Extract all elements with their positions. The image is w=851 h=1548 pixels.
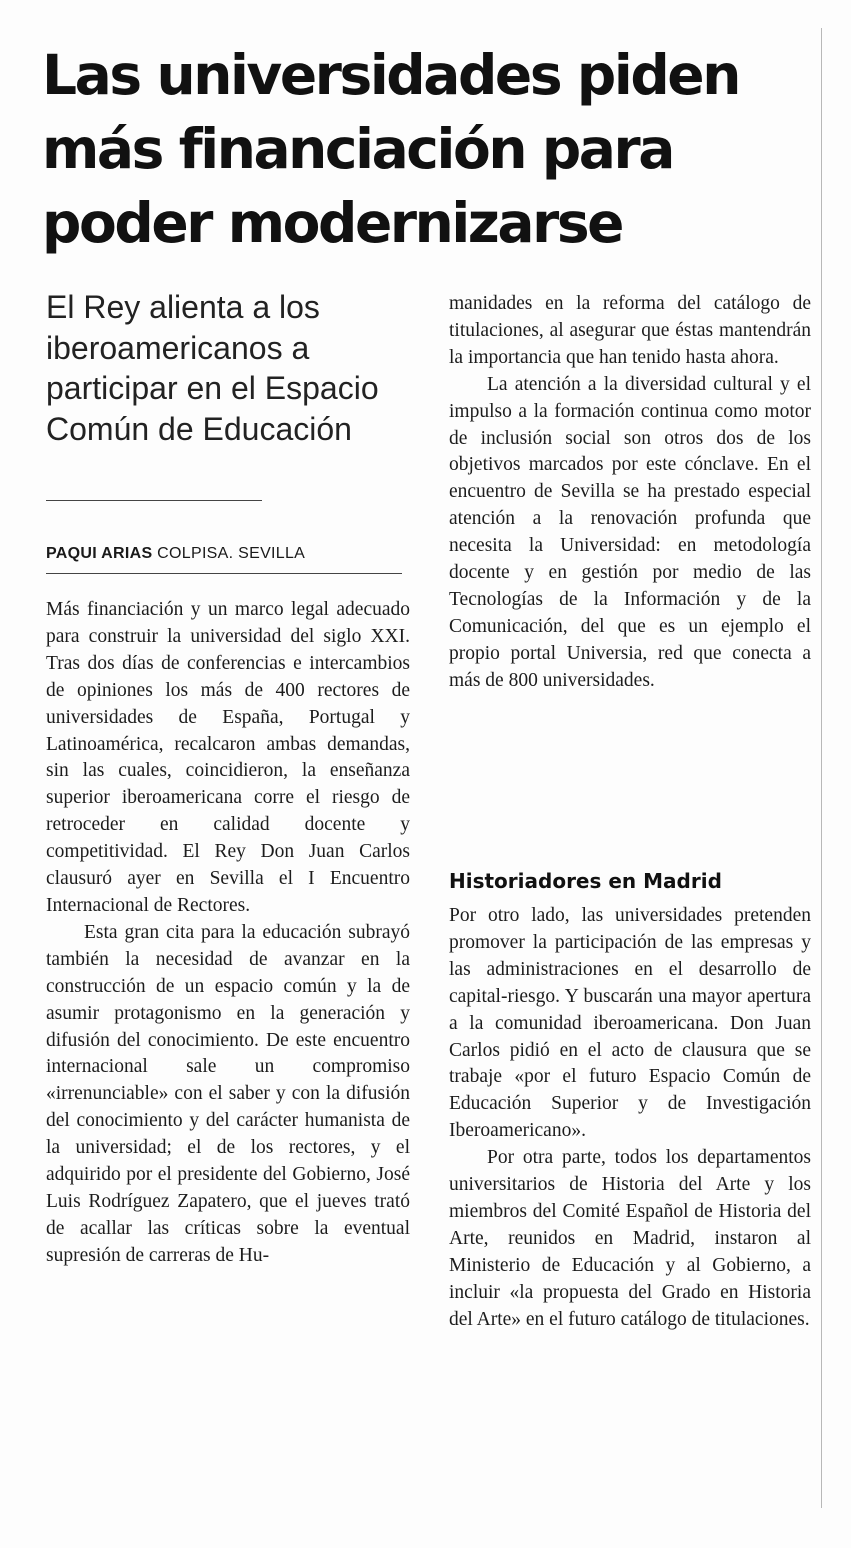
- column-rule: [821, 28, 822, 1508]
- paragraph: Esta gran cita para la educación subrayó también la necesidad de avanzar en la construcción de un espacio común y la de asumir protagonismo en la generación y difusión del conocimiento. De este encuentro internacional sale un compromiso «irrenunciable» con el saber y con la difusión del conocimiento y del carácter humanista de la universidad; el de los rectores, y el adquirido por el presidente del Gobierno, José Luis Rodríguez Zapatero, que el jueves trató de acallar las críticas sobre la eventual supresión de carreras de Hu-: [46, 921, 410, 1266]
- byline-author: PAQUI ARIAS: [46, 545, 153, 562]
- paragraph: Por otro lado, las universidades pretenden promover la participación de las empresas y las administraciones en el desarrollo de capital-riesgo. Y buscarán una mayor apertura a la comunidad iberoamericana. Don Juan Carlos pidió en el acto de clausura que se trabaje «por el futuro Espacio Común de Educación Superior y de Investigación Iberoamericano».: [449, 905, 811, 1142]
- paragraph: manidades en la reforma del catálogo de titulaciones, al asegurar que éstas mantendrán la importancia que han tenido hasta ahora.: [449, 293, 811, 368]
- deck-subtitle: El Rey alienta a los iberoamericanos a participar en el Espacio Común de Educación: [46, 289, 379, 447]
- headline: Las universidades piden más financiación para poder modernizarse: [42, 43, 739, 255]
- byline-agency: COLPISA. SEVILLA: [157, 545, 306, 562]
- paragraph: Por otra parte, todos los departamentos universitarios de Historia del Arte y los miembros del Comité Español de Historia del Arte, reunidos en Madrid, instaron al Ministerio de Educación y al Gobierno, a incluir «la propuesta del Grado en Historia del Arte» en el futuro catálogo de titulaciones.: [449, 1147, 811, 1330]
- paragraph: La atención a la diversidad cultural y el impulso a la formación continua como motor de inclusión social son otros dos de los objetivos marcados por este cónclave. En el encuentro de Sevilla se ha prestado especial atención a la renovación profunda que necesita la Universidad: en metodología docente y en gestión por medio de las Tecnologías de la Información y de la Comunicación, del que es un ejemplo el propio portal Universia, red que conecta a más de 800 universidades.: [449, 373, 811, 691]
- paragraph: Más financiación y un marco legal adecuado para construir la universidad del siglo XXI. Tras dos días de conferencias e intercambios de opiniones los más de 400 rectores de universidades de España, Portugal y Latinoamérica, recalcaron ambas demandas, sin las cuales, coincidieron, la enseñanza superior iberoamericana corre el riesgo de retroceder en calidad docente y competitividad. El Rey Don Juan Carlos clausuró ayer en Sevilla el I Encuentro Internacional de Rectores.: [46, 599, 410, 916]
- body-column-right-continued: [449, 903, 811, 1334]
- body-column-left: [46, 597, 410, 1270]
- deck-divider: [46, 500, 262, 501]
- byline-divider: [46, 573, 402, 574]
- body-column-right: [449, 291, 811, 695]
- byline: [46, 545, 305, 563]
- section-subhead: Historiadores en Madrid: [449, 869, 722, 893]
